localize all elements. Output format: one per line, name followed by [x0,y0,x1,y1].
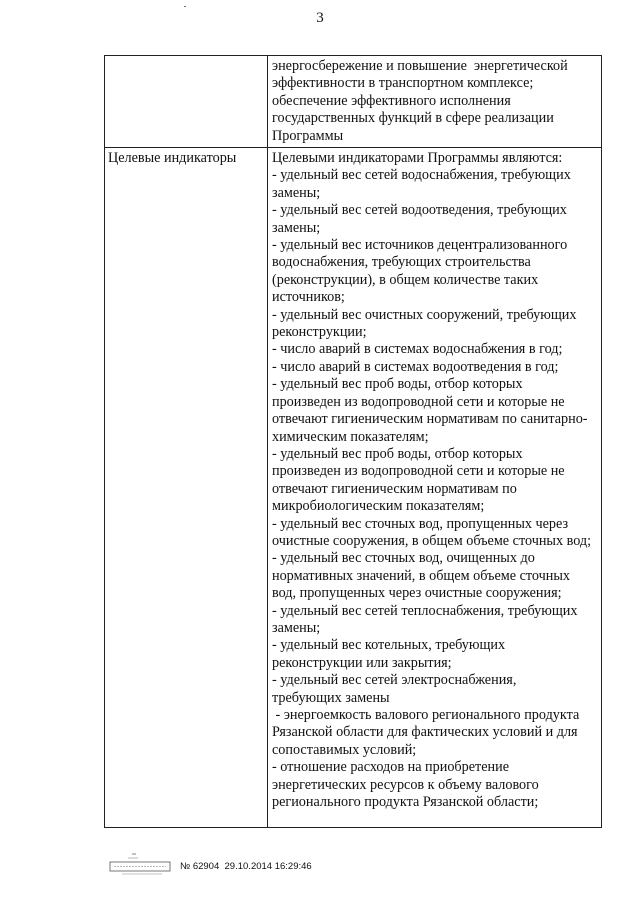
indicator-line: энергетических ресурсов к объему валового [272,776,539,793]
indicator-line: нормативных значений, в общем объеме сточных [272,567,570,584]
text-line: Программы [272,127,344,144]
indicator-line: (реконструкции), в общем количестве таких [272,271,539,288]
text-line: эффективности в транспортном комплексе; [272,75,534,92]
indicator-line: замены; [272,219,321,236]
indicator-line: регионального продукта Рязанской области; [272,794,539,811]
indicator-line: - удельный вес проб воды, отбор которых [272,376,523,393]
text-line: государственных функций в сфере реализации [272,110,554,127]
indicator-line: Рязанской области для фактических условий и для [272,724,578,741]
continued-goals-cell [272,58,598,145]
indicator-line: - удельный вес сетей водоотведения, требующих [272,202,567,219]
document-footer [108,848,488,878]
indicator-line: Целевыми индикаторами Программы являются: [272,150,563,166]
program-passport-table [104,55,602,828]
indicator-line: - удельный вес проб воды, отбор которых [272,445,523,462]
text-line: энергосбережение и повышение энергетической [272,58,568,74]
indicator-line: - число аварий в системах водоотведения в год; [272,358,559,375]
indicator-line: - удельный вес котельных, требующих [272,637,506,654]
indicator-line: - удельный вес сетей теплоснабжения, требующих [272,602,578,619]
indicator-line: - отношение расходов на приобретение [272,759,510,776]
indicator-line: - число аварий в системах водоснабжения в год; [272,341,563,358]
indicator-line: - удельный вес сетей водоснабжения, требующих [272,167,571,184]
indicator-line: отвечают гигиеническим нормативам по [272,480,517,497]
indicator-line: химическим показателям; [272,428,429,445]
registration-stamp-icon [108,848,174,878]
page-number: 3 [316,10,324,26]
indicator-line: - удельный вес сточных вод, пропущенных через [272,515,569,532]
indicator-line: - удельный вес источников децентрализованного [272,237,568,254]
scan-speck [184,6,186,7]
indicator-line: источников; [272,289,345,306]
indicator-line: сопоставимых условий; [272,741,417,758]
indicator-line: замены; [272,184,321,201]
indicator-line: реконструкции; [272,324,367,341]
target-indicators-label: Целевые индикаторы [108,150,237,166]
indicator-line: микробиологическим показателям; [272,498,485,515]
indicator-line: требующих замены [272,689,390,706]
registration-number: № 62904 29.10.2014 16:29:46 [180,861,312,872]
column-divider [267,56,268,827]
target-indicators-list [272,150,602,811]
indicator-line: произведен из водопроводной сети и которые не [272,463,565,480]
indicator-line: очистные сооружения, в общем объеме сточных вод; [272,532,592,549]
indicator-line: произведен из водопроводной сети и которые не [272,393,565,410]
indicator-line: - удельный вес сетей электроснабжения, [272,672,517,689]
text-line: обеспечение эффективного исполнения [272,92,511,109]
indicator-line: отвечают гигиеническим нормативам по санитарно- [272,411,588,428]
indicator-line: водоснабжения, требующих строительства [272,254,531,271]
indicator-line: - удельный вес сточных вод, очищенных до [272,550,535,567]
indicator-line: реконструкции или закрытия; [272,654,452,671]
row-divider [105,147,601,148]
indicator-line: замены; [272,619,321,636]
indicator-line: - энергоемкость валового регионального продукта [272,707,580,723]
indicator-line: вод, пропущенных через очистные сооружения; [272,585,562,602]
indicator-line: - удельный вес очистных сооружений, требующих [272,306,577,323]
